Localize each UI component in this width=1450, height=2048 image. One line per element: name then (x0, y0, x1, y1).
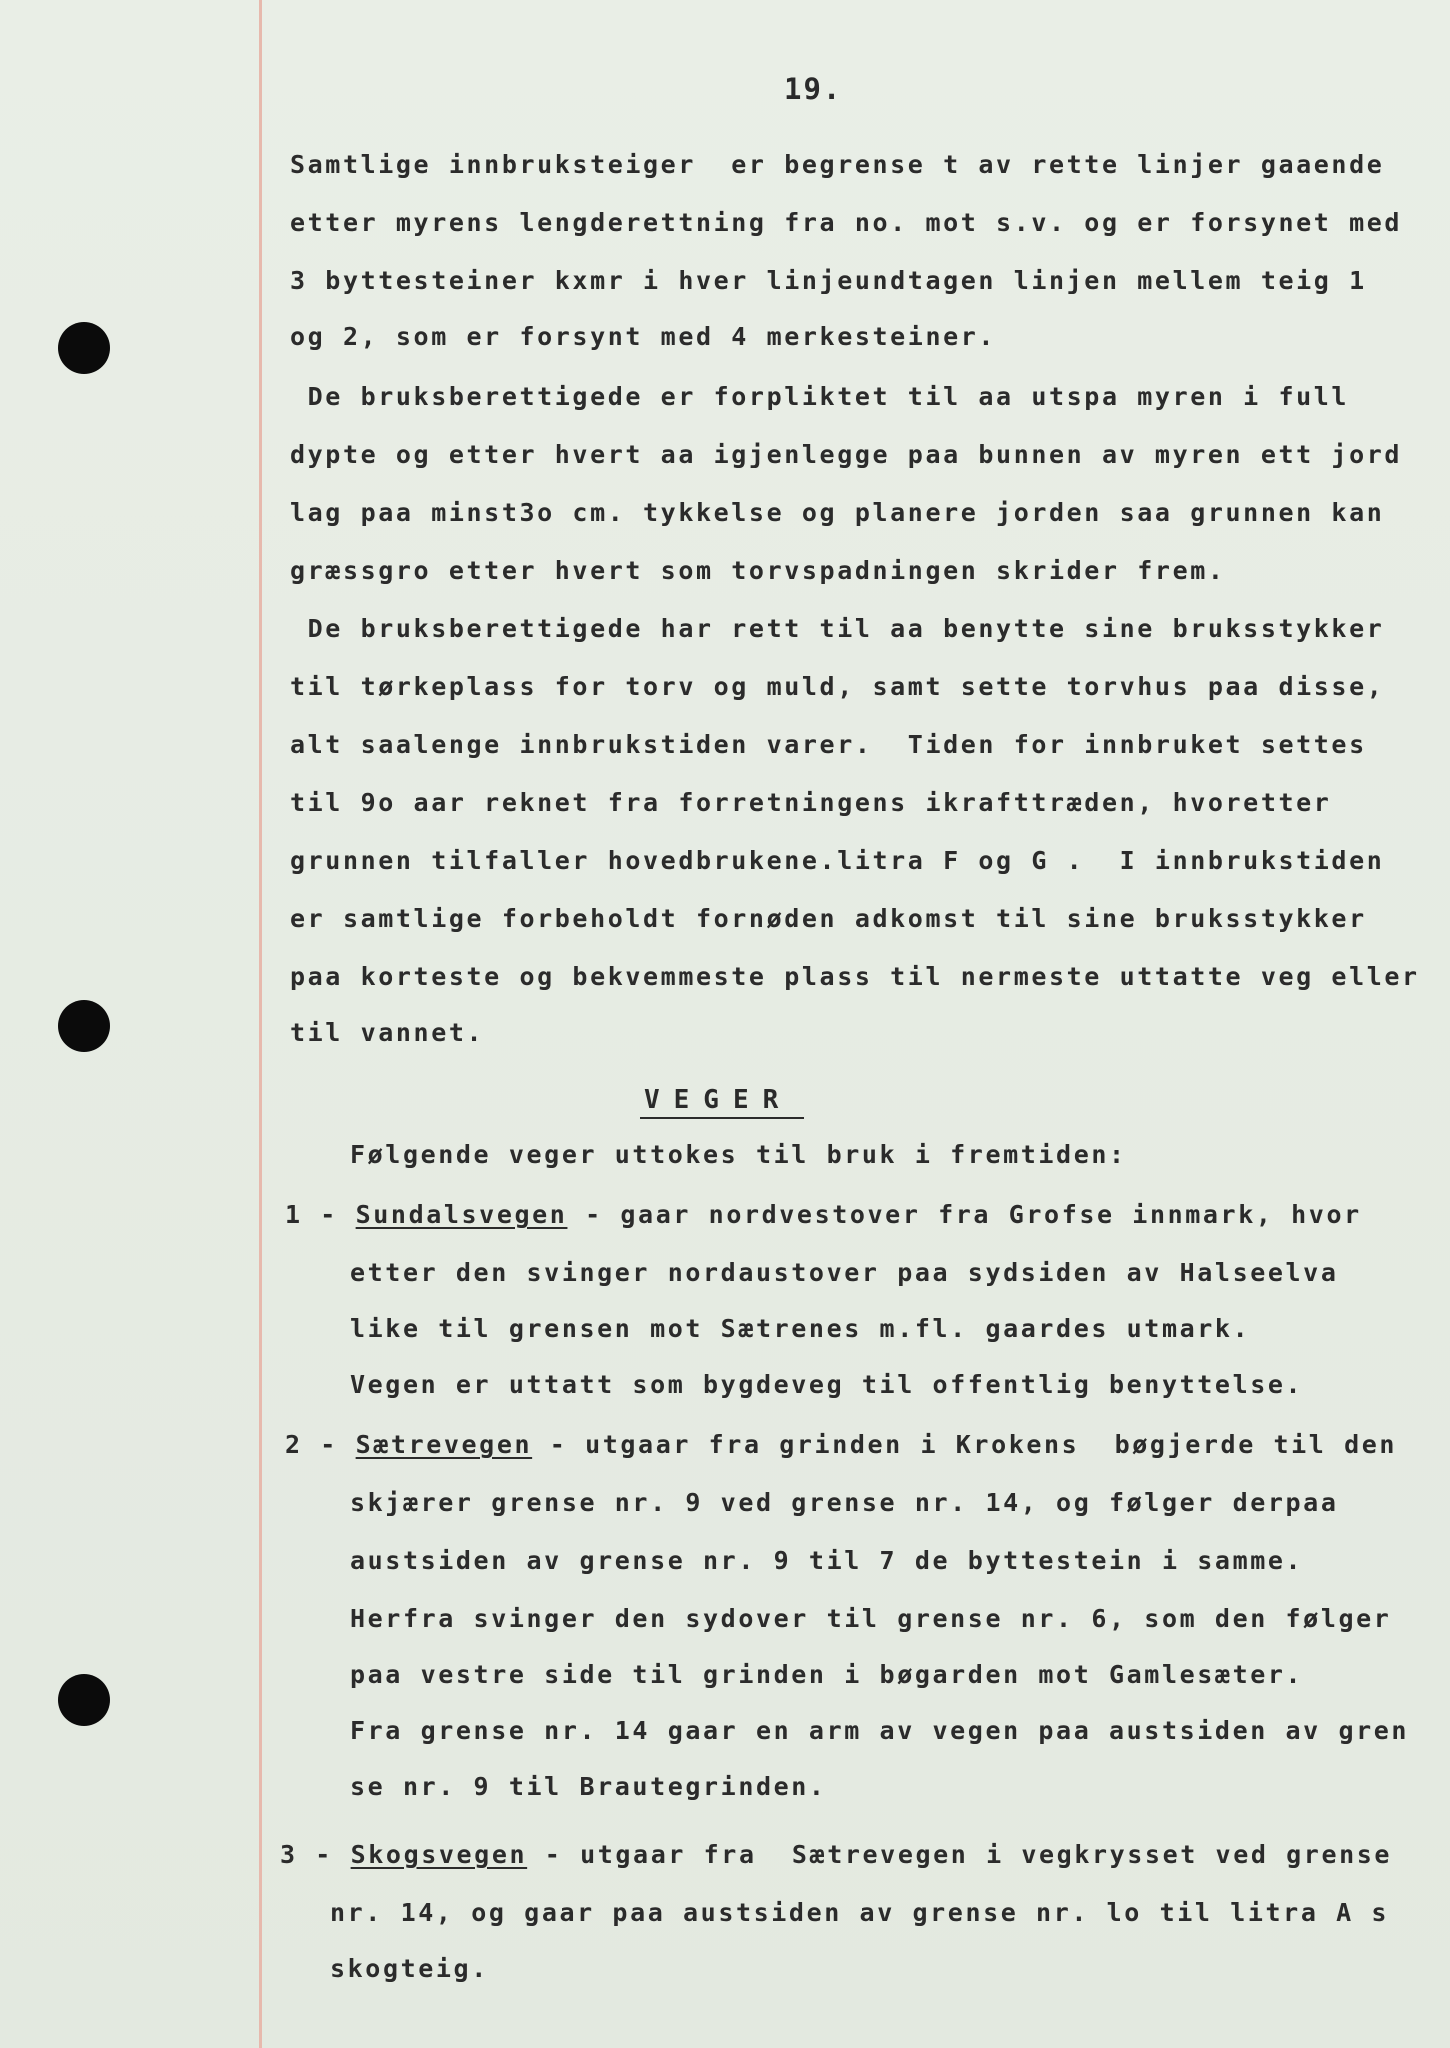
text-line: like til grensen mot Sætrenes m.fl. gaardes utmark. (350, 1314, 1251, 1343)
text-line: til 9o aar reknet fra forretningens ikrafttræden, hvoretter (290, 788, 1332, 817)
item-marker: 3 - (280, 1840, 333, 1869)
text-line: De bruksberettigede har rett til aa benytte sine bruksstykker (290, 614, 1385, 643)
punch-hole (58, 1000, 110, 1052)
text-line: græssgro etter hvert som torvspadningen skrider frem. (290, 556, 1226, 585)
text-line: dypte og etter hvert aa igjenlegge paa bunnen av myren ett jord (290, 440, 1403, 469)
punch-hole (58, 1674, 110, 1726)
list-item (285, 1200, 1362, 1229)
text-line: til tørkeplass for torv og muld, samt sette torvhus paa disse, (290, 672, 1385, 701)
list-item (280, 1840, 1392, 1869)
page-number: 19. (784, 72, 843, 106)
text-line: grunnen tilfaller hovedbrukene.litra F og G . I innbrukstiden (290, 846, 1385, 875)
text-line: lag paa minst3o cm. tykkelse og planere jorden saa grunnen kan (290, 498, 1385, 527)
list-item (285, 1430, 1397, 1459)
text-line: paa korteste og bekvemmeste plass til nermeste uttatte veg eller (290, 962, 1420, 991)
text-line: Vegen er uttatt som bygdeveg til offentlig benyttelse. (350, 1370, 1304, 1399)
item-text: - utgaar fra Sætrevegen i vegkrysset ved grense (527, 1840, 1393, 1869)
text-line: paa vestre side til grinden i bøgarden mot Gamlesæter. (350, 1660, 1304, 1689)
road-name: Sundalsvegen (355, 1200, 568, 1229)
text-line: se nr. 9 til Brautegrinden. (350, 1772, 827, 1801)
text-line: etter myrens lengderettning fra no. mot s.v. og er forsynet med (290, 208, 1403, 237)
text-line: og 2, som er forsynt med 4 merkesteiner. (290, 322, 997, 351)
item-text: - utgaar fra grinden i Krokens bøgjerde til den (532, 1430, 1398, 1459)
text-line: skjærer grense nr. 9 ved grense nr. 14, og følger derpaa (350, 1488, 1339, 1517)
item-text: - gaar nordvestover fra Grofse innmark, hvor (567, 1200, 1362, 1229)
text-line: austsiden av grense nr. 9 til 7 de byttestein i samme. (350, 1546, 1304, 1575)
text-line: Samtlige innbruksteiger er begrense t av rette linjer gaaende (290, 150, 1385, 179)
text-line: skogteig. (330, 1954, 489, 1983)
road-name: Sætrevegen (355, 1430, 533, 1459)
text-line: 3 byttesteiner kxmr i hver linjeundtagen linjen mellem teig 1 (290, 266, 1367, 295)
margin-rule (259, 0, 262, 2048)
text-line: Herfra svinger den sydover til grense nr. 6, som den følger (350, 1604, 1392, 1633)
item-marker: 2 - (285, 1430, 338, 1459)
text-line: De bruksberettigede er forpliktet til aa utspa myren i full (290, 382, 1350, 411)
text-line: Fra grense nr. 14 gaar en arm av vegen paa austsiden av gren (350, 1716, 1410, 1745)
text-line: er samtlige forbeholdt fornøden adkomst til sine bruksstykker (290, 904, 1367, 933)
section-heading: VEGER (640, 1085, 804, 1119)
text-line: etter den svinger nordaustover paa sydsiden av Halseelva (350, 1258, 1339, 1287)
text-line: til vannet. (290, 1018, 485, 1047)
punch-hole (58, 322, 110, 374)
text-line: alt saalenge innbrukstiden varer. Tiden for innbruket settes (290, 730, 1367, 759)
intro-line: Følgende veger uttokes til bruk i fremtiden: (350, 1140, 1127, 1169)
item-marker: 1 - (285, 1200, 338, 1229)
text-line: nr. 14, og gaar paa austsiden av grense nr. lo til litra A s (330, 1898, 1390, 1927)
road-name: Skogsvegen (350, 1840, 528, 1869)
